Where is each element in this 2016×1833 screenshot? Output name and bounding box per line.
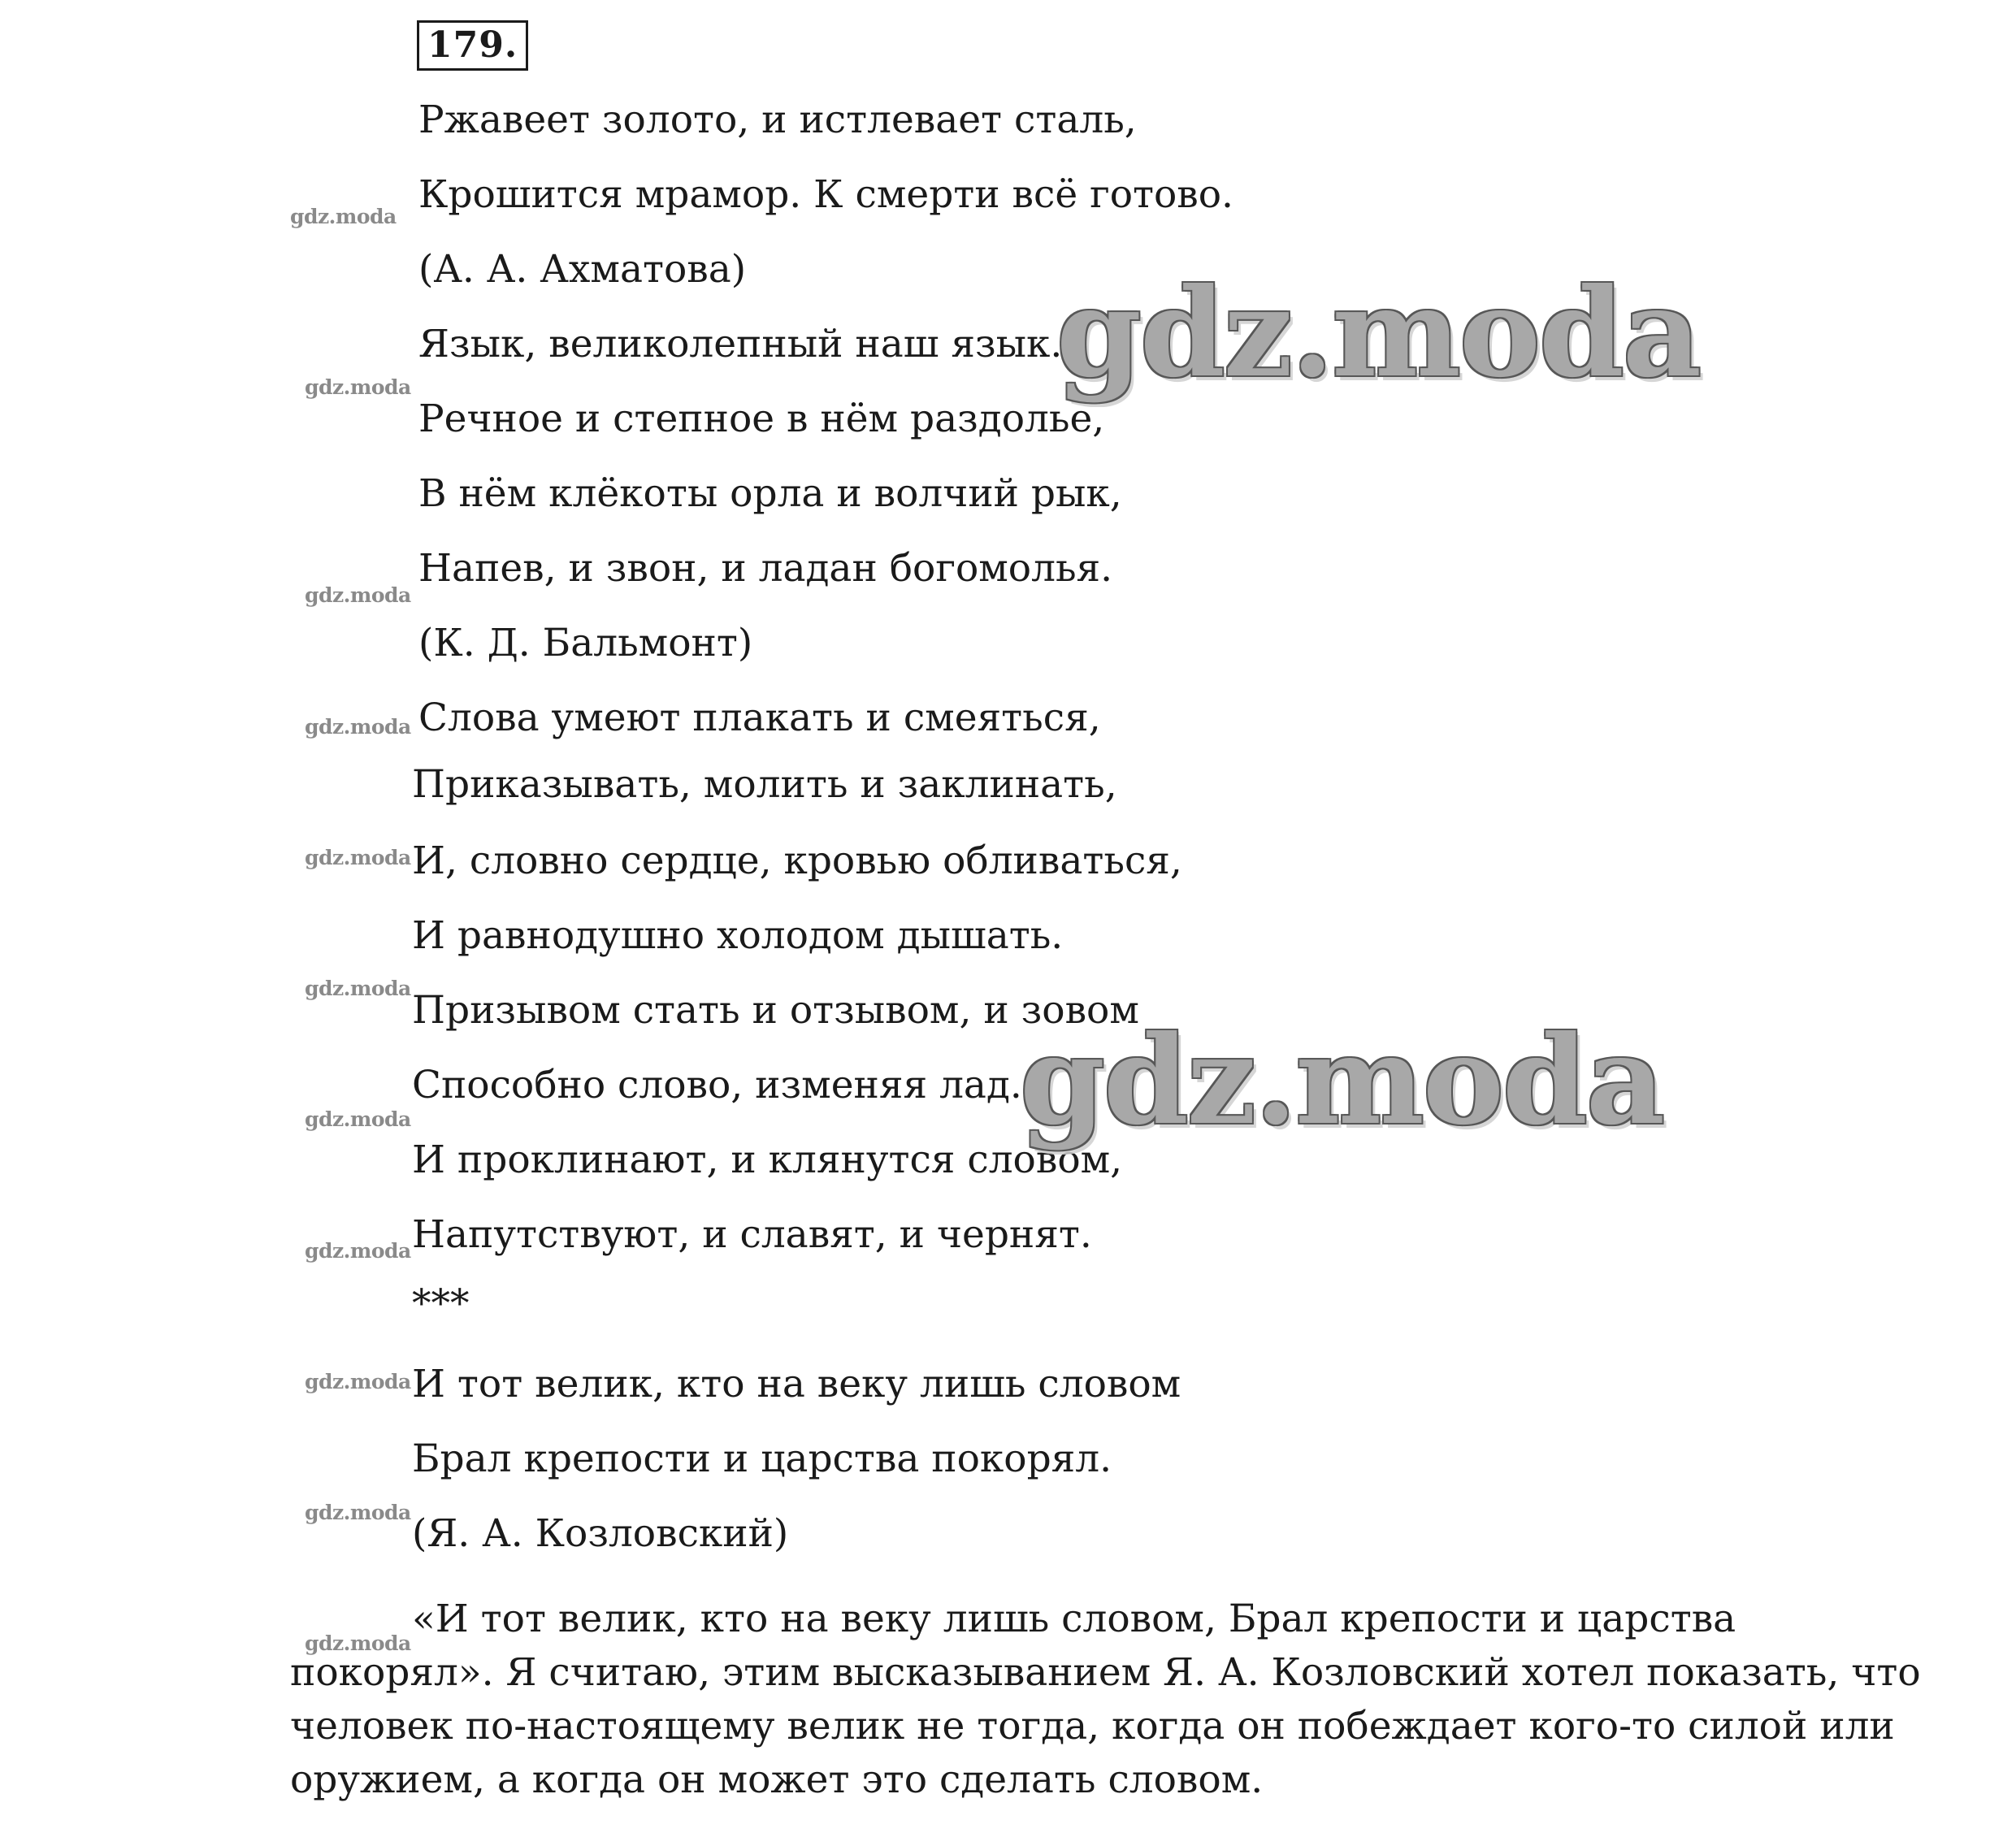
poem-line: Слова умеют плакать и смеяться, xyxy=(418,696,1101,740)
watermark: gdz.moda xyxy=(305,583,411,607)
poem-author: (Я. А. Козловский) xyxy=(412,1511,789,1556)
poem-line: Ржавеет золото, и истлевает сталь, xyxy=(418,98,1137,142)
poem-line: И проклинают, и клянутся словом, xyxy=(412,1138,1123,1182)
poem-line: Речное и степное в нём раздолье, xyxy=(418,396,1105,441)
poem-line: И тот велик, кто на веку лишь словом xyxy=(412,1362,1181,1406)
poem-line: И равнодушно холодом дышать. xyxy=(412,913,1064,958)
poem-line: Язык, великолепный наш язык. xyxy=(418,322,1063,366)
poem-line: В нём клёкоты орла и волчий рык, xyxy=(418,471,1122,516)
watermark: gdz.moda xyxy=(305,977,411,1000)
watermark: gdz.moda xyxy=(305,1501,411,1524)
exercise-number: 179. xyxy=(417,20,528,71)
poem-line: Крошится мрамор. К смерти всё готово. xyxy=(418,172,1233,217)
poem-author: (А. А. Ахматова) xyxy=(418,247,747,292)
poem-line: Напев, и звон, и ладан богомолья. xyxy=(418,546,1113,591)
watermark: gdz.moda xyxy=(305,375,411,399)
poem-author: (К. Д. Бальмонт) xyxy=(418,621,753,665)
poem-line: И, словно сердце, кровью обливаться, xyxy=(412,838,1182,883)
watermark-large: gdz.moda xyxy=(1020,1009,1664,1152)
watermark: gdz.moda xyxy=(305,1107,411,1131)
watermark: gdz.moda xyxy=(290,205,397,228)
essay-paragraph: «И тот велик, кто на веку лишь словом, Брал крепости и царства покорял». Я считаю, этим высказыванием Я. А. Козловский хотел показать, что человек по-настоящему велик не тогда, когда он побеждает кого-то силой или оружием, а когда он может это сделать словом. xyxy=(290,1597,1921,1802)
poem-line: Напутствуют, и славят, и чернят. xyxy=(412,1212,1092,1257)
watermark: gdz.moda xyxy=(305,1370,411,1393)
watermark: gdz.moda xyxy=(305,846,411,869)
poem-line: Брал крепости и царства покорял. xyxy=(412,1436,1112,1481)
poem-line: Приказывать, молить и заклинать, xyxy=(412,762,1117,807)
watermark: gdz.moda xyxy=(305,1239,411,1263)
watermark: gdz.moda xyxy=(305,1632,411,1655)
poem-line: Способно слово, изменяя лад. xyxy=(412,1063,1022,1107)
stanza-separator: *** xyxy=(412,1281,470,1326)
poem-line: Призывом стать и отзывом, и зовом xyxy=(412,988,1139,1033)
watermark-large: gdz.moda xyxy=(1056,262,1701,405)
watermark: gdz.moda xyxy=(305,715,411,739)
